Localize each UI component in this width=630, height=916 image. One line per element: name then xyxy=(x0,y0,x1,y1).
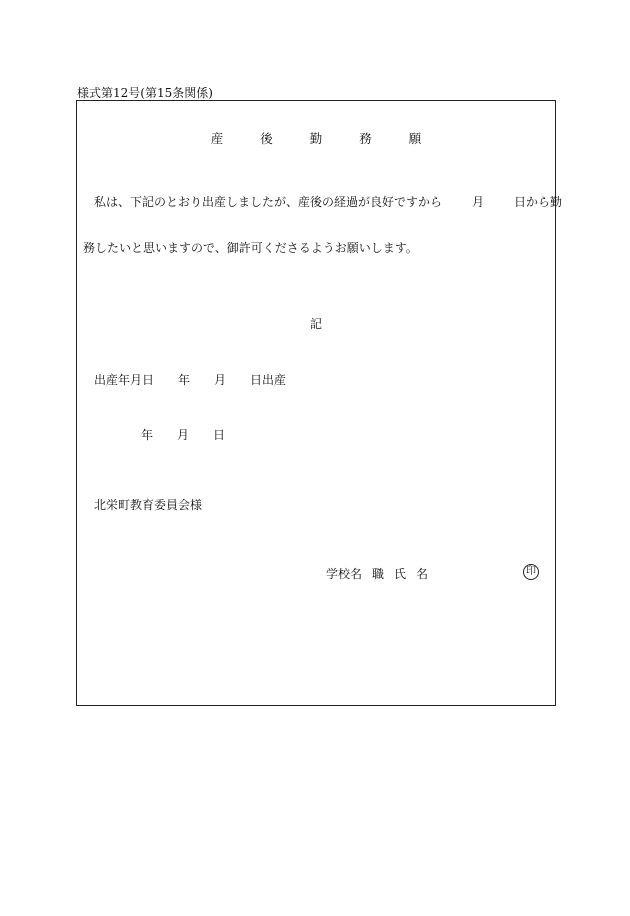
birth-date-label: 出産年月日 xyxy=(94,373,155,387)
form-title xyxy=(77,129,555,147)
birth-day-suffix: 日出産 xyxy=(250,373,287,387)
date-day-unit: 日 xyxy=(213,428,226,442)
ki-heading: 記 xyxy=(309,317,322,331)
return-month-unit: 月 xyxy=(472,195,485,209)
birth-year-unit: 年 xyxy=(178,373,191,387)
name-label-first: 氏 xyxy=(394,567,407,581)
birth-month-unit: 月 xyxy=(214,373,227,387)
seal-icon: 印 xyxy=(523,564,539,580)
return-day-unit: 日から勤 xyxy=(514,195,563,209)
request-text-line-2: 務したいと思いますので、御許可くださるようお願いします。 xyxy=(83,241,418,255)
position-label: 職 xyxy=(372,567,385,581)
title-char: 産 xyxy=(210,131,224,146)
addressee: 北栄町教育委員会様 xyxy=(94,498,203,512)
date-year-unit: 年 xyxy=(141,428,154,442)
school-name-label: 学校名 xyxy=(326,567,363,581)
name-label-second: 名 xyxy=(416,567,429,581)
date-month-unit: 月 xyxy=(177,428,190,442)
form-number: 様式第12号(第15条関係) xyxy=(77,86,213,100)
applicant-info xyxy=(326,565,428,582)
title-char: 務 xyxy=(359,131,372,146)
application-form-frame xyxy=(76,100,563,706)
title-char: 後 xyxy=(260,131,273,146)
application-date-row xyxy=(141,426,225,443)
birth-date-row xyxy=(94,371,286,388)
request-text-line-1 xyxy=(94,193,562,210)
request-text-main: 私は、下記のとおり出産しましたが、産後の経過が良好ですから xyxy=(94,195,443,209)
title-char: 勤 xyxy=(309,131,323,146)
title-char: 願 xyxy=(408,131,422,146)
